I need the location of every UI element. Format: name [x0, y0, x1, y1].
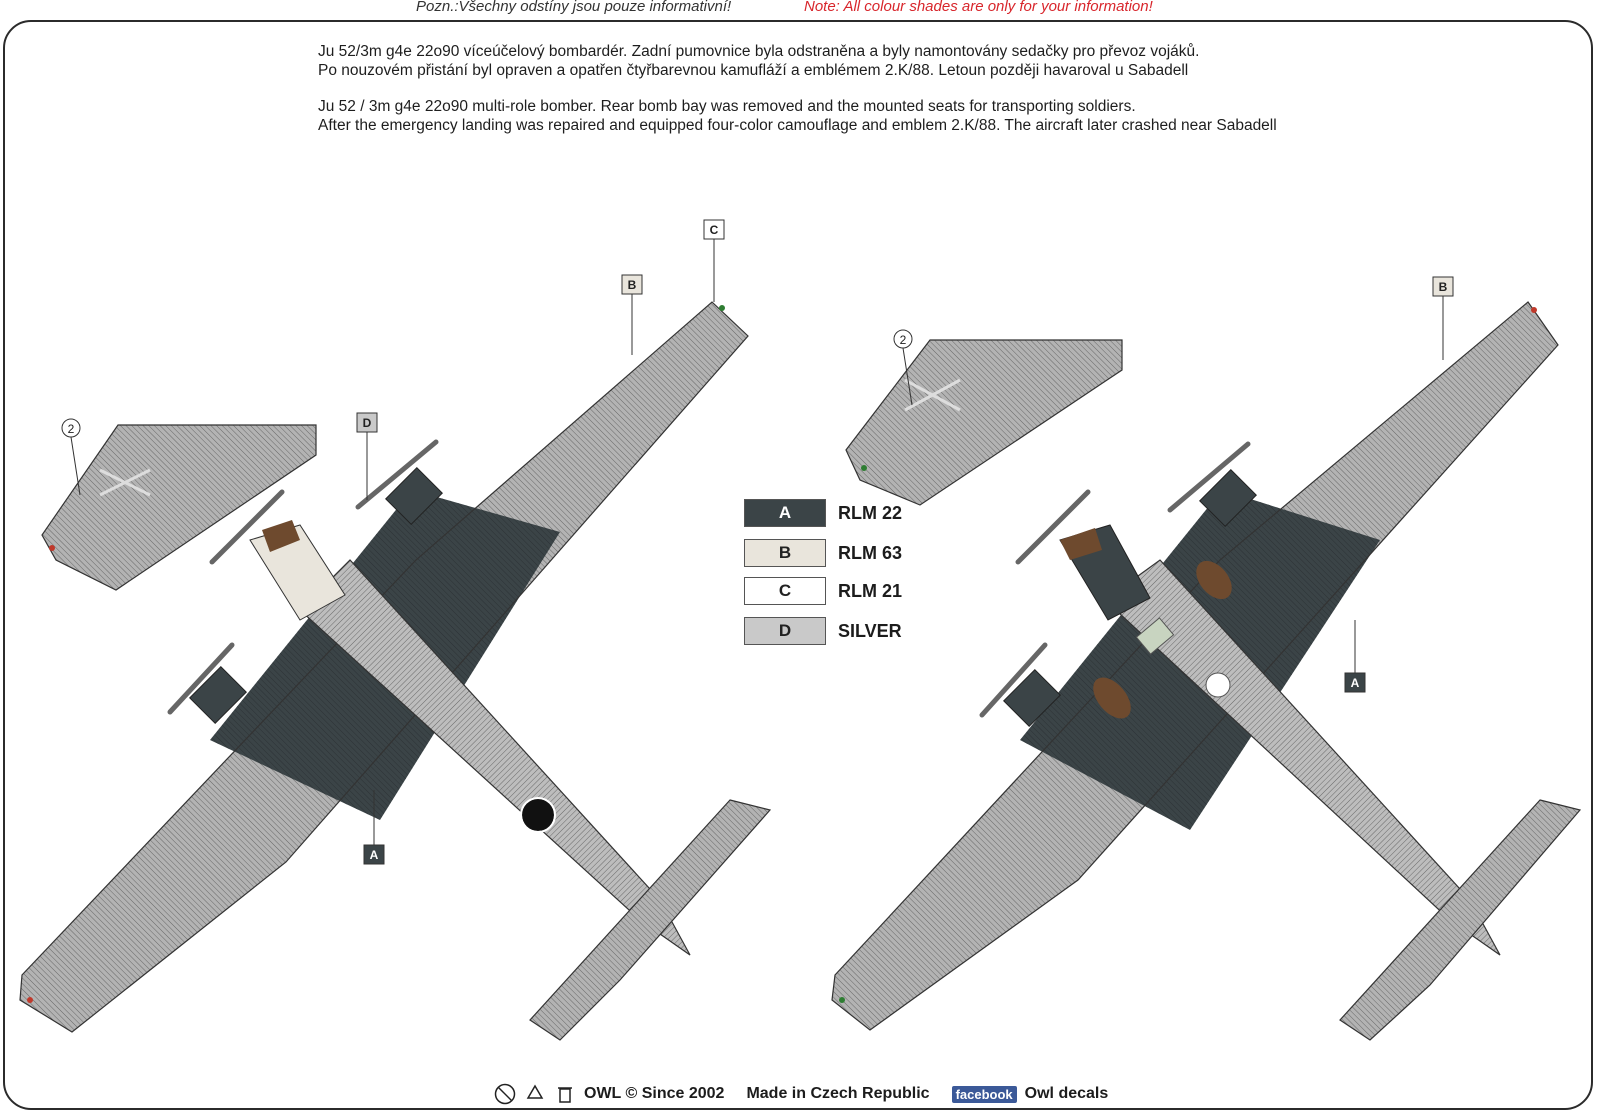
callout-b-top: [622, 275, 642, 355]
svg-text:A: A: [1350, 676, 1360, 690]
legend-row-c: [744, 576, 902, 606]
recycle-icon: [524, 1083, 546, 1105]
note-english: Note: All colour shades are only for your information!: [804, 0, 1153, 15]
svg-text:2: 2: [899, 333, 907, 347]
svg-text:A: A: [369, 848, 379, 862]
detached-stabilizer-right: [846, 340, 1122, 505]
svg-text:C: C: [709, 223, 719, 237]
legend-name-c: RLM 21: [838, 580, 903, 601]
callout-c-top: [704, 220, 724, 302]
facebook-badge[interactable]: facebook: [952, 1086, 1017, 1103]
aircraft-bottom-view: [832, 277, 1580, 1040]
note-czech: Pozn.:Všechny odstíny jsou pouze informativní!: [416, 0, 732, 15]
svg-text:B: B: [627, 278, 637, 292]
callout-a-bottom: [1345, 620, 1365, 692]
aircraft-top-view: [20, 220, 770, 1040]
footer: [494, 1080, 1108, 1108]
callout-d-top: [357, 413, 377, 500]
legend-name-a: RLM 22: [838, 502, 903, 523]
legend-row-a: [744, 498, 902, 528]
legend-swatch-c: C: [744, 577, 826, 605]
svg-text:D: D: [362, 416, 372, 430]
legend-swatch-d: D: [744, 617, 826, 645]
svg-text:2: 2: [67, 422, 75, 436]
legend-row-b: [744, 538, 902, 568]
svg-text:B: B: [1438, 280, 1448, 294]
legend-swatch-b: B: [744, 539, 826, 567]
legend-name-d: SILVER: [838, 620, 902, 641]
description-cz-line2: Po nouzovém přistání byl opraven a opatřen čtyřbarevnou kamufláží a emblémem 2.K/88. Letoun později havaroval u Sabadell: [318, 62, 1189, 79]
no-litter-icon: [494, 1083, 516, 1105]
callout-b-bottom: [1433, 277, 1453, 360]
footer-made-in: Made in Czech Republic: [746, 1085, 930, 1102]
trash-bin-icon: [554, 1083, 576, 1105]
footer-brand: OWL © Since 2002: [584, 1085, 725, 1102]
description-cz-line1: Ju 52/3m g4e 22o90 víceúčelový bombardér. Zadní pumovnice byla odstraněna a byly namontovány sedačky pro převoz vojáků.: [318, 43, 1200, 60]
legend-swatch-a: A: [744, 499, 826, 527]
description-en-line1: Ju 52 / 3m g4e 22o90 multi-role bomber. Rear bomb bay was removed and the mounted seats for transporting soldiers.: [318, 98, 1136, 115]
footer-owl-decals[interactable]: Owl decals: [1024, 1085, 1109, 1102]
legend-name-b: RLM 63: [838, 542, 903, 563]
description-en-line2: After the emergency landing was repaired and equipped four-color camouflage and emblem 2.K/88. The aircraft later crashed near Sabadell: [318, 117, 1277, 134]
legend-row-d: [744, 616, 902, 646]
